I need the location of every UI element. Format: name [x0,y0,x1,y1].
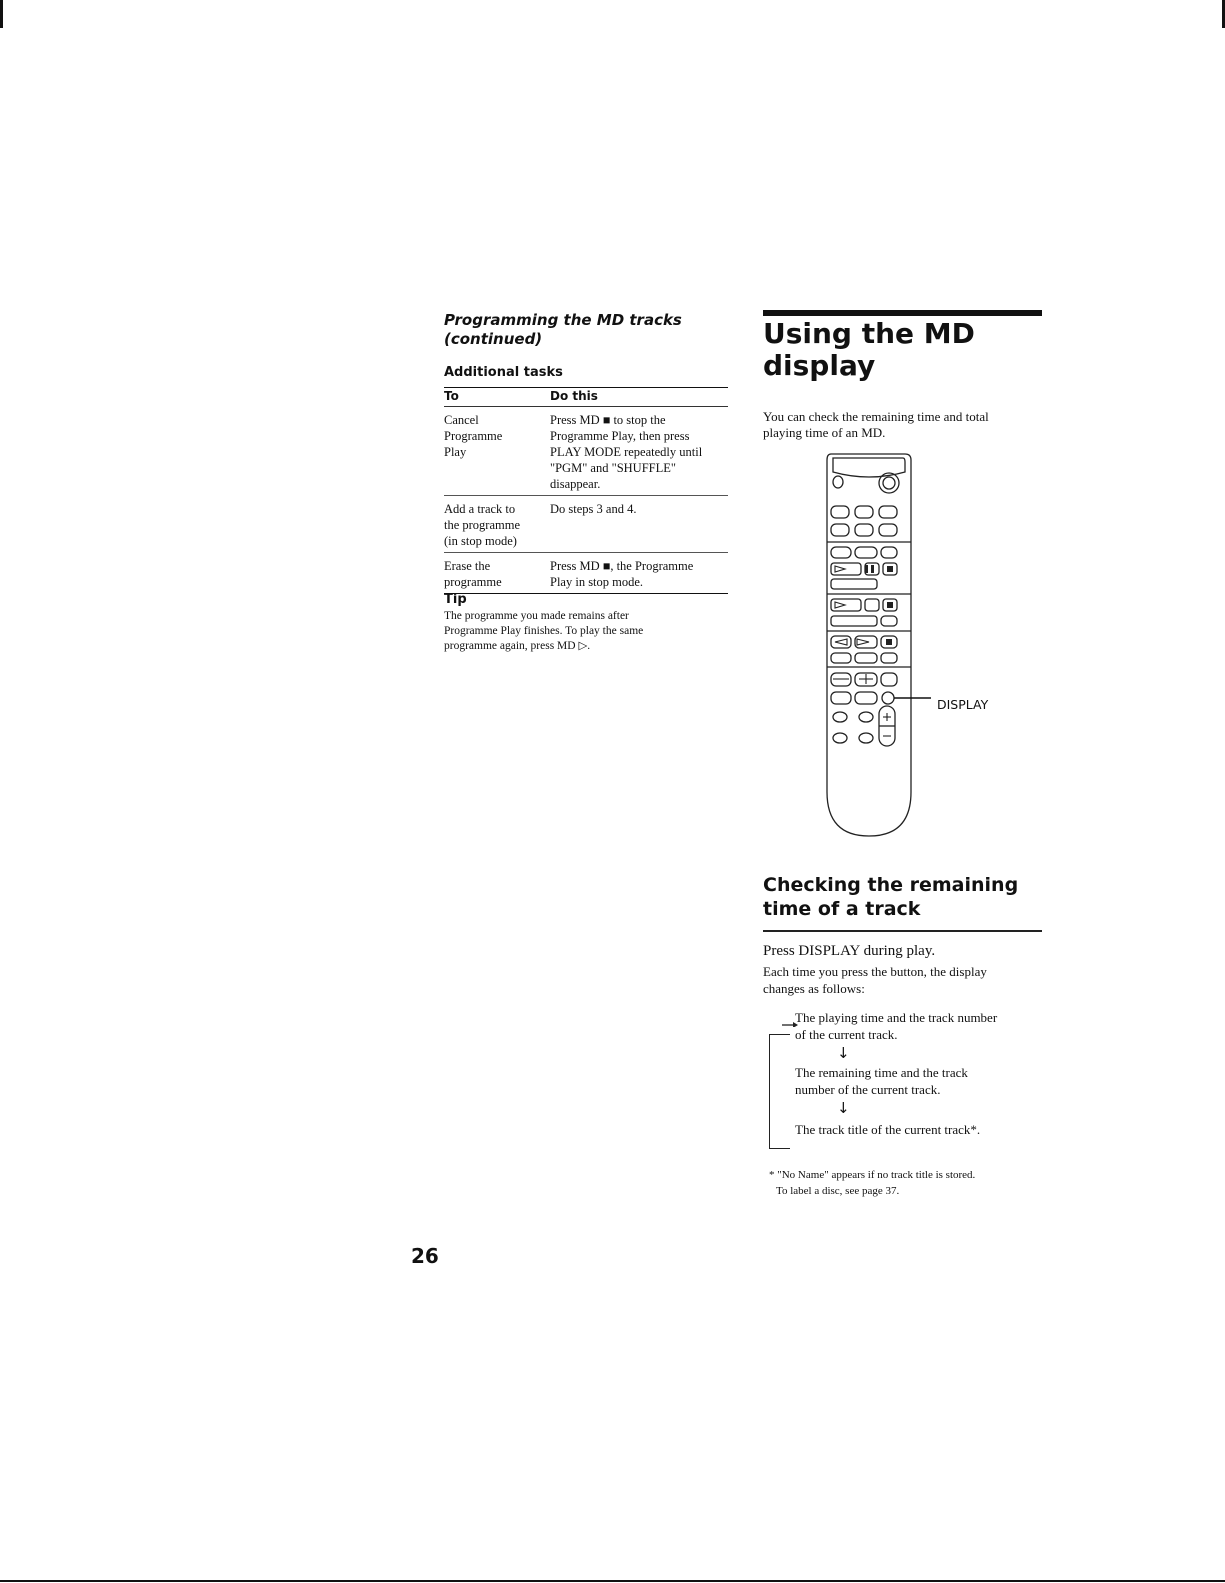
footnote-line: To label a disc, see page 37. [776,1185,900,1197]
description-line: changes as follows: [763,981,865,996]
task-text: the programme [444,518,521,532]
col-header-to: To [444,388,550,407]
cycle-step-2 [795,1064,1045,1098]
main-title-line1: Using the MD [763,317,975,350]
cycle-line: of the current track. [795,1027,898,1042]
additional-tasks-table [444,387,728,594]
tip-text [444,609,694,654]
task-cell [444,553,550,594]
description-text [763,963,1048,997]
task-text: Add a track to [444,502,516,516]
action-cell [550,553,728,594]
section-title [444,311,734,349]
footnote-line: * "No Name" appears if no track title is stored. [769,1169,976,1181]
subsection-title-line2: time of a track [763,898,921,920]
remote-control-illustration [825,452,945,848]
subsection-title-line1: Checking the remaining [763,874,1019,896]
additional-tasks-heading: Additional tasks [444,365,563,380]
action-text: PLAY MODE repeatedly until [550,445,703,459]
subsection-rule [763,930,1042,932]
table-row [444,553,728,594]
description-line: Each time you press the button, the display [763,964,987,979]
col-header-do-this: Do this [550,388,728,407]
section-title-line1: Programming the MD tracks [444,311,682,329]
action-text: Play in stop mode. [550,575,644,589]
table-row [444,407,728,496]
cycle-line: The playing time and the track number [795,1010,998,1025]
tip-heading: Tip [444,592,467,607]
task-text: Erase the [444,559,491,573]
title-rule [763,310,1042,316]
action-text: "PGM" and "SHUFFLE" [550,461,676,475]
task-cell [444,496,550,553]
main-title-line2: display [763,349,876,382]
subsection-title [763,873,1053,921]
cycle-line: The track title of the current track*. [795,1122,981,1137]
action-cell [550,496,728,553]
cycle-step-1 [795,1009,1045,1043]
scan-line-bottom [0,1580,1225,1582]
footnote [769,1167,1049,1199]
down-arrow-icon: ↓ [837,1099,850,1117]
task-text: (in stop mode) [444,534,517,548]
cycle-step-3 [795,1121,1045,1138]
action-text: Do steps 3 and 4. [550,502,637,516]
down-arrow-icon: ↓ [837,1044,850,1062]
scan-mark-left [0,0,3,28]
display-button-label: DISPLAY [937,697,989,712]
intro-text [763,409,1053,441]
tip-line: programme again, press MD ▷. [444,640,591,652]
intro-line: You can check the remaining time and total [763,409,989,424]
instruction-text: Press DISPLAY during play. [763,943,936,959]
task-text: Cancel [444,413,479,427]
action-text: Programme Play, then press [550,429,690,443]
page-number: 26 [411,1244,439,1268]
tip-line: Programme Play finishes. To play the same [444,625,644,637]
cycle-bracket [769,1034,790,1149]
table-row [444,496,728,553]
action-text: disappear. [550,477,601,491]
cycle-line: number of the current track. [795,1082,941,1097]
action-text: Press MD ■ to stop the [550,413,666,427]
task-text: Programme [444,429,503,443]
task-cell [444,407,550,496]
cycle-line: The remaining time and the track [795,1065,968,1080]
task-text: programme [444,575,502,589]
tip-line: The programme you made remains after [444,610,629,622]
main-title [763,318,1053,382]
task-text: Play [444,445,467,459]
action-cell [550,407,728,496]
intro-line: playing time of an MD. [763,425,886,440]
section-title-line2: (continued) [444,330,543,348]
action-text: Press MD ■, the Programme [550,559,694,573]
